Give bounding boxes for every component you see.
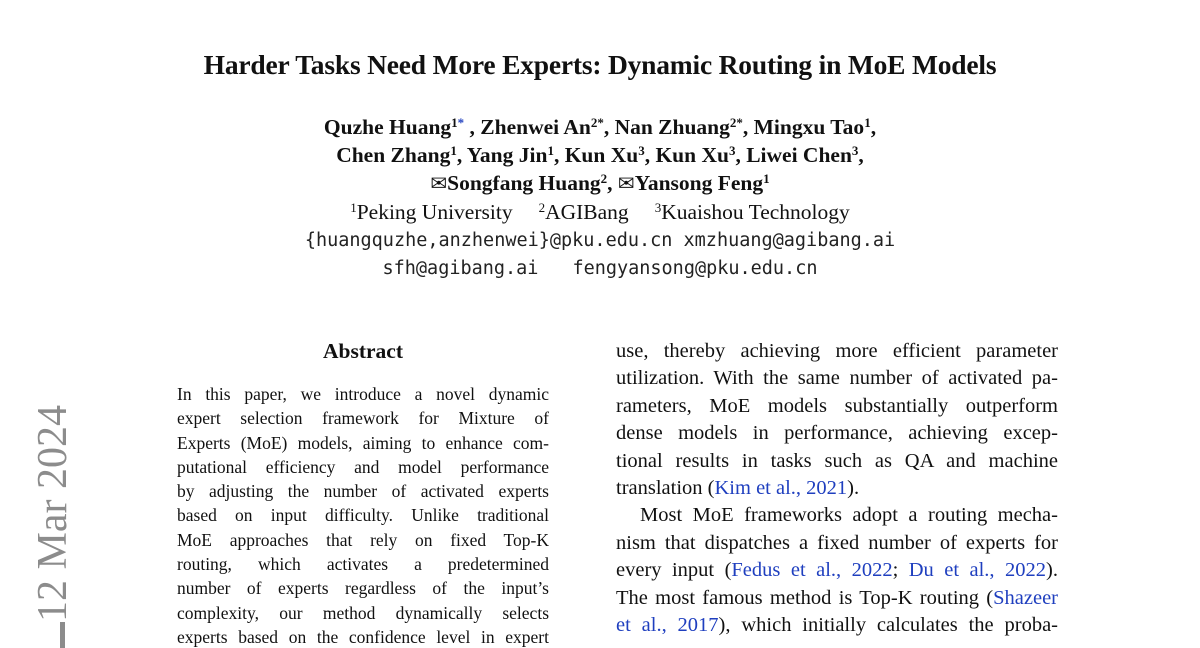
body-line: [616, 475, 1058, 502]
email-address: fengyansong@pku.edu.cn: [572, 258, 818, 279]
abstract-line: experts based on the confidence level in expert: [177, 626, 549, 647]
abstract-line: expert selection framework for Mixture of: [177, 408, 549, 429]
abstract-text: [177, 382, 549, 648]
author-separator: ,: [607, 171, 618, 195]
citation-link[interactable]: et al., 2017: [616, 614, 719, 637]
author-name: Songfang Huang: [447, 171, 601, 195]
author-separator: ,: [858, 143, 864, 167]
arxiv-stamp-bar: [60, 622, 65, 648]
abstract-line: complexity, our method dynamically selects: [177, 602, 549, 623]
citation-link[interactable]: Kim et al., 2021: [714, 477, 848, 500]
author-line-2: [0, 141, 1200, 169]
body-line: Most MoE frameworks adopt a routing mecha-: [640, 504, 1058, 527]
affiliation-name: AGIBang: [545, 200, 629, 224]
abstract-heading: Abstract: [322, 339, 403, 363]
body-line: tional results in tasks such as QA and machine: [616, 449, 1058, 472]
citation-link[interactable]: Shazeer: [993, 586, 1058, 609]
affiliation-sup: 1: [350, 200, 357, 215]
author-affil-sup: 1: [547, 143, 554, 158]
body-line: [616, 585, 1058, 612]
author-affil-sup: 2*: [590, 115, 604, 130]
body-line: dense models in performance, achieving excep-: [616, 422, 1058, 445]
arxiv-side-stamp: [28, 405, 78, 648]
abstract-line: based on input difficulty. Unlike traditional: [177, 505, 549, 526]
body-line: nism that dispatches a fixed number of experts for: [616, 531, 1058, 554]
body-line: use, thereby achieving more efficient parameter: [616, 340, 1058, 362]
author-name: Yansong Feng: [634, 171, 764, 195]
author-name: , Zhenwei An: [464, 115, 591, 139]
body-line: rameters, MoE models substantially outperform: [616, 394, 1058, 417]
author-affil-sup: 2*: [729, 115, 743, 130]
author-affil-sup: 1: [763, 171, 770, 186]
author-name: , Yang Jin: [456, 143, 548, 167]
email-line-2: [0, 255, 1200, 283]
author-affil-sup: 3: [851, 143, 859, 158]
abstract-line: In this paper, we introduce a novel dynamic: [177, 384, 549, 404]
author-name: , Kun Xu: [553, 143, 639, 167]
affiliation-name: Peking University: [356, 200, 513, 224]
body-text: ).: [847, 477, 860, 500]
body-line: [616, 612, 1058, 639]
author-name: , Liwei Chen: [735, 143, 852, 167]
envelope-icon: ✉: [617, 173, 635, 195]
affiliations: [0, 198, 1200, 226]
body-text: every input (: [616, 559, 732, 582]
arxiv-date: 12 Mar 2024: [30, 405, 76, 622]
author-emails: [0, 227, 1200, 283]
footnote-mark-link[interactable]: *: [457, 115, 465, 130]
author-name: , Nan Zhuang: [603, 115, 730, 139]
abstract-line: number of experts regardless of the input’s: [177, 578, 549, 599]
author-affil-sup: 3: [638, 143, 645, 158]
abstract-line: MoE approaches that rely on fixed Top-K: [177, 529, 549, 550]
affiliation-name: Kuaishou Technology: [661, 200, 850, 224]
author-line-3: [0, 169, 1200, 198]
abstract-line: by adjusting the number of activated experts: [177, 481, 549, 502]
author-name: , Mingxu Tao: [742, 115, 865, 139]
author-affil-sup: 3: [728, 143, 736, 158]
envelope-icon: ✉: [430, 173, 448, 195]
citation-link[interactable]: Du et al., 2022: [908, 559, 1047, 582]
author-name: Quzhe Huang: [323, 115, 452, 139]
email-address: sfh@agibang.ai: [382, 258, 539, 279]
body-line: utilization. With the same number of activated pa-: [616, 367, 1058, 390]
abstract-line: putational efficiency and model performance: [177, 456, 549, 477]
affiliation-sup: 3: [654, 200, 662, 215]
body-text-column: [616, 338, 1058, 639]
body-text: The most famous method is Top-K routing (: [616, 586, 994, 609]
abstract-line: routing, which activates a predetermined: [177, 554, 549, 575]
abstract-line: Experts (MoE) models, aiming to enhance com-: [177, 432, 549, 453]
citation-link[interactable]: Fedus et al., 2022: [731, 559, 893, 582]
author-affil-sup: 1: [451, 115, 458, 130]
author-line-1: [0, 113, 1200, 141]
author-name: Chen Zhang: [336, 143, 451, 167]
author-list: [0, 113, 1200, 198]
author-affil-sup: 2: [600, 171, 608, 186]
body-text: ;: [892, 559, 909, 582]
author-name: , Kun Xu: [644, 143, 729, 167]
body-text: ).: [1046, 559, 1058, 582]
paper-title: Harder Tasks Need More Experts: Dynamic Routing in MoE Models: [203, 49, 997, 80]
author-affil-sup: 1: [450, 143, 457, 158]
affiliation-sup: 2: [538, 200, 546, 215]
email-line-1: {huangquzhe,anzhenwei}@pku.edu.cn xmzhuang@agibang.ai: [304, 230, 896, 251]
body-line: [616, 557, 1058, 584]
body-text: translation (: [616, 477, 715, 500]
author-affil-sup: 1: [864, 115, 871, 130]
author-separator: ,: [870, 115, 877, 139]
body-text: ), which initially calculates the proba-: [718, 614, 1058, 637]
